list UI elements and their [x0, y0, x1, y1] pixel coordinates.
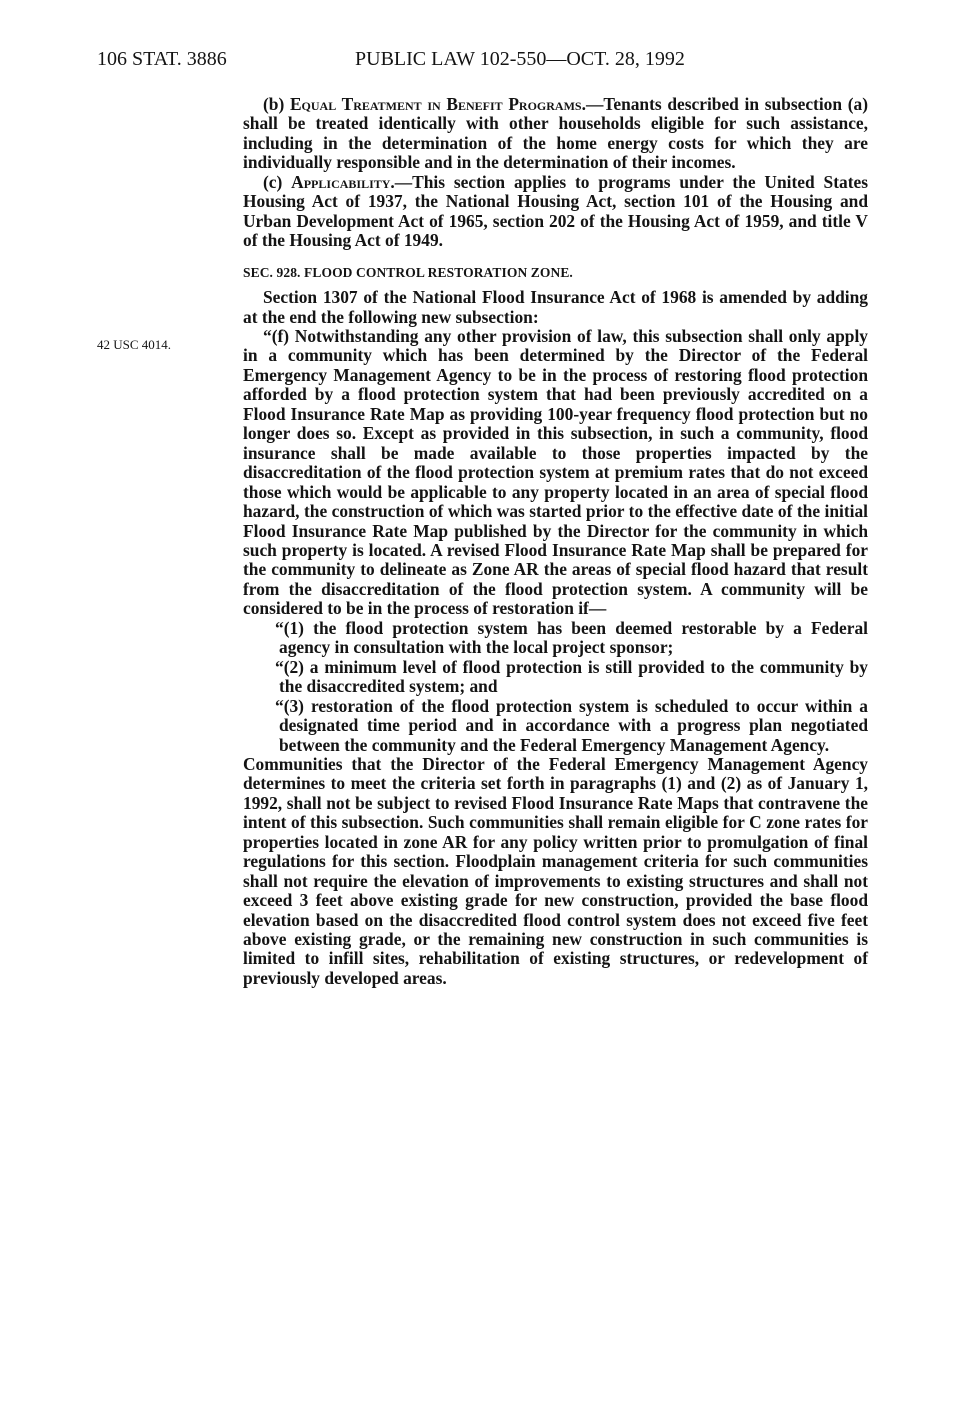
paragraph-c-text: —This section applies to programs under the United States Housing Act of 1937, the National Housing Act, section 101 of the Housing and Urban Development Act of 1965, section 202 of the Housing Act of 1959, and title V of the Housing Act of 1949. [243, 171, 868, 251]
paragraph-c-label: (c) [263, 171, 292, 192]
margin-citation: 42 USC 4014. [97, 337, 172, 352]
subsection-f: “(f) Notwithstanding any other provision of law, this subsection shall only apply in a community which has been determined by the Director of the Federal Emergency Management Agency to be in the process of restoring flood protection afforded by a flood protection system that had been previously accredited on a Flood Insurance Rate Map as providing 100-year frequency flood protection but no longer does so. Except as provided in this subsection, in such a community, flood insurance shall be made available to those properties impacted by the disaccreditation of the flood protection system at premium rates that do not exceed those which would be applicable to any property located in an area of special flood hazard, the construction of which was started prior to the effective date of the initial Flood Insurance Rate Map published by the Director for the community in which such property is located. A revised Flood Insurance Rate Map shall be prepared for the community to delineate as Zone AR the areas of special flood hazard that result from the disaccreditation of the flood protection system. A community will be considered to be in the process of restoration if— [243, 325, 868, 619]
paragraph-c-heading: Applicability. [291, 171, 395, 192]
paragraph-b [243, 95, 868, 173]
list-item-1: “(1) the flood protection system has been deemed restorable by a Federal agency in consultation with the local project sponsor; [275, 617, 868, 658]
closing-paragraph: Communities that the Director of the Federal Emergency Management Agency determines to meet the criteria set forth in paragraphs (1) and (2) as of January 1, 1992, shall not be subject to revised Flood Insurance Rate Maps that contravene the intent of this subsection. Such communities shall remain eligible for C zone rates for properties located in zone AR for any policy written prior to promulgation of final regulations for this section. Floodplain management criteria for such communities shall not require the elevation of improvements to existing structures and shall not exceed 3 feet above existing grade for new construction, provided the base flood elevation based on the disaccredited flood control system does not exceed five feet above existing grade, or the remaining new construction in such communities is limited to infill sites, rehabilitation of existing structures, or redevelopment of previously developed areas. [243, 753, 868, 988]
paragraph-b-label: (b) [263, 94, 290, 114]
document-body [243, 95, 868, 988]
list-item-3: “(3) restoration of the flood protection system is scheduled to occur within a designated time period and in accordance with a progress plan negotiated between the community and the Federal Emergency Management Agency. [275, 695, 868, 755]
section-intro: Section 1307 of the National Flood Insurance Act of 1968 is amended by adding at the end the following new subsection: [243, 287, 868, 327]
section-heading: SEC. 928. FLOOD CONTROL RESTORATION ZONE. [243, 264, 573, 280]
page-header [97, 48, 857, 78]
paragraph-b-heading: Equal Treatment in Benefit Programs. [289, 94, 586, 114]
statute-page-number: 106 STAT. 3886 [97, 48, 227, 70]
paragraph-c [243, 173, 868, 251]
public-law-citation: PUBLIC LAW 102-550—OCT. 28, 1992 [355, 48, 685, 70]
list-item-2: “(2) a minimum level of flood protection is still provided to the community by the disaccredited system; and [275, 656, 868, 697]
paragraph-b-text: —Tenants described in subsection (a) shall be treated identically with other households eligible for such assistance, including in the determination of the home energy costs for which they are individually responsible and in the determination of their incomes. [243, 94, 868, 173]
